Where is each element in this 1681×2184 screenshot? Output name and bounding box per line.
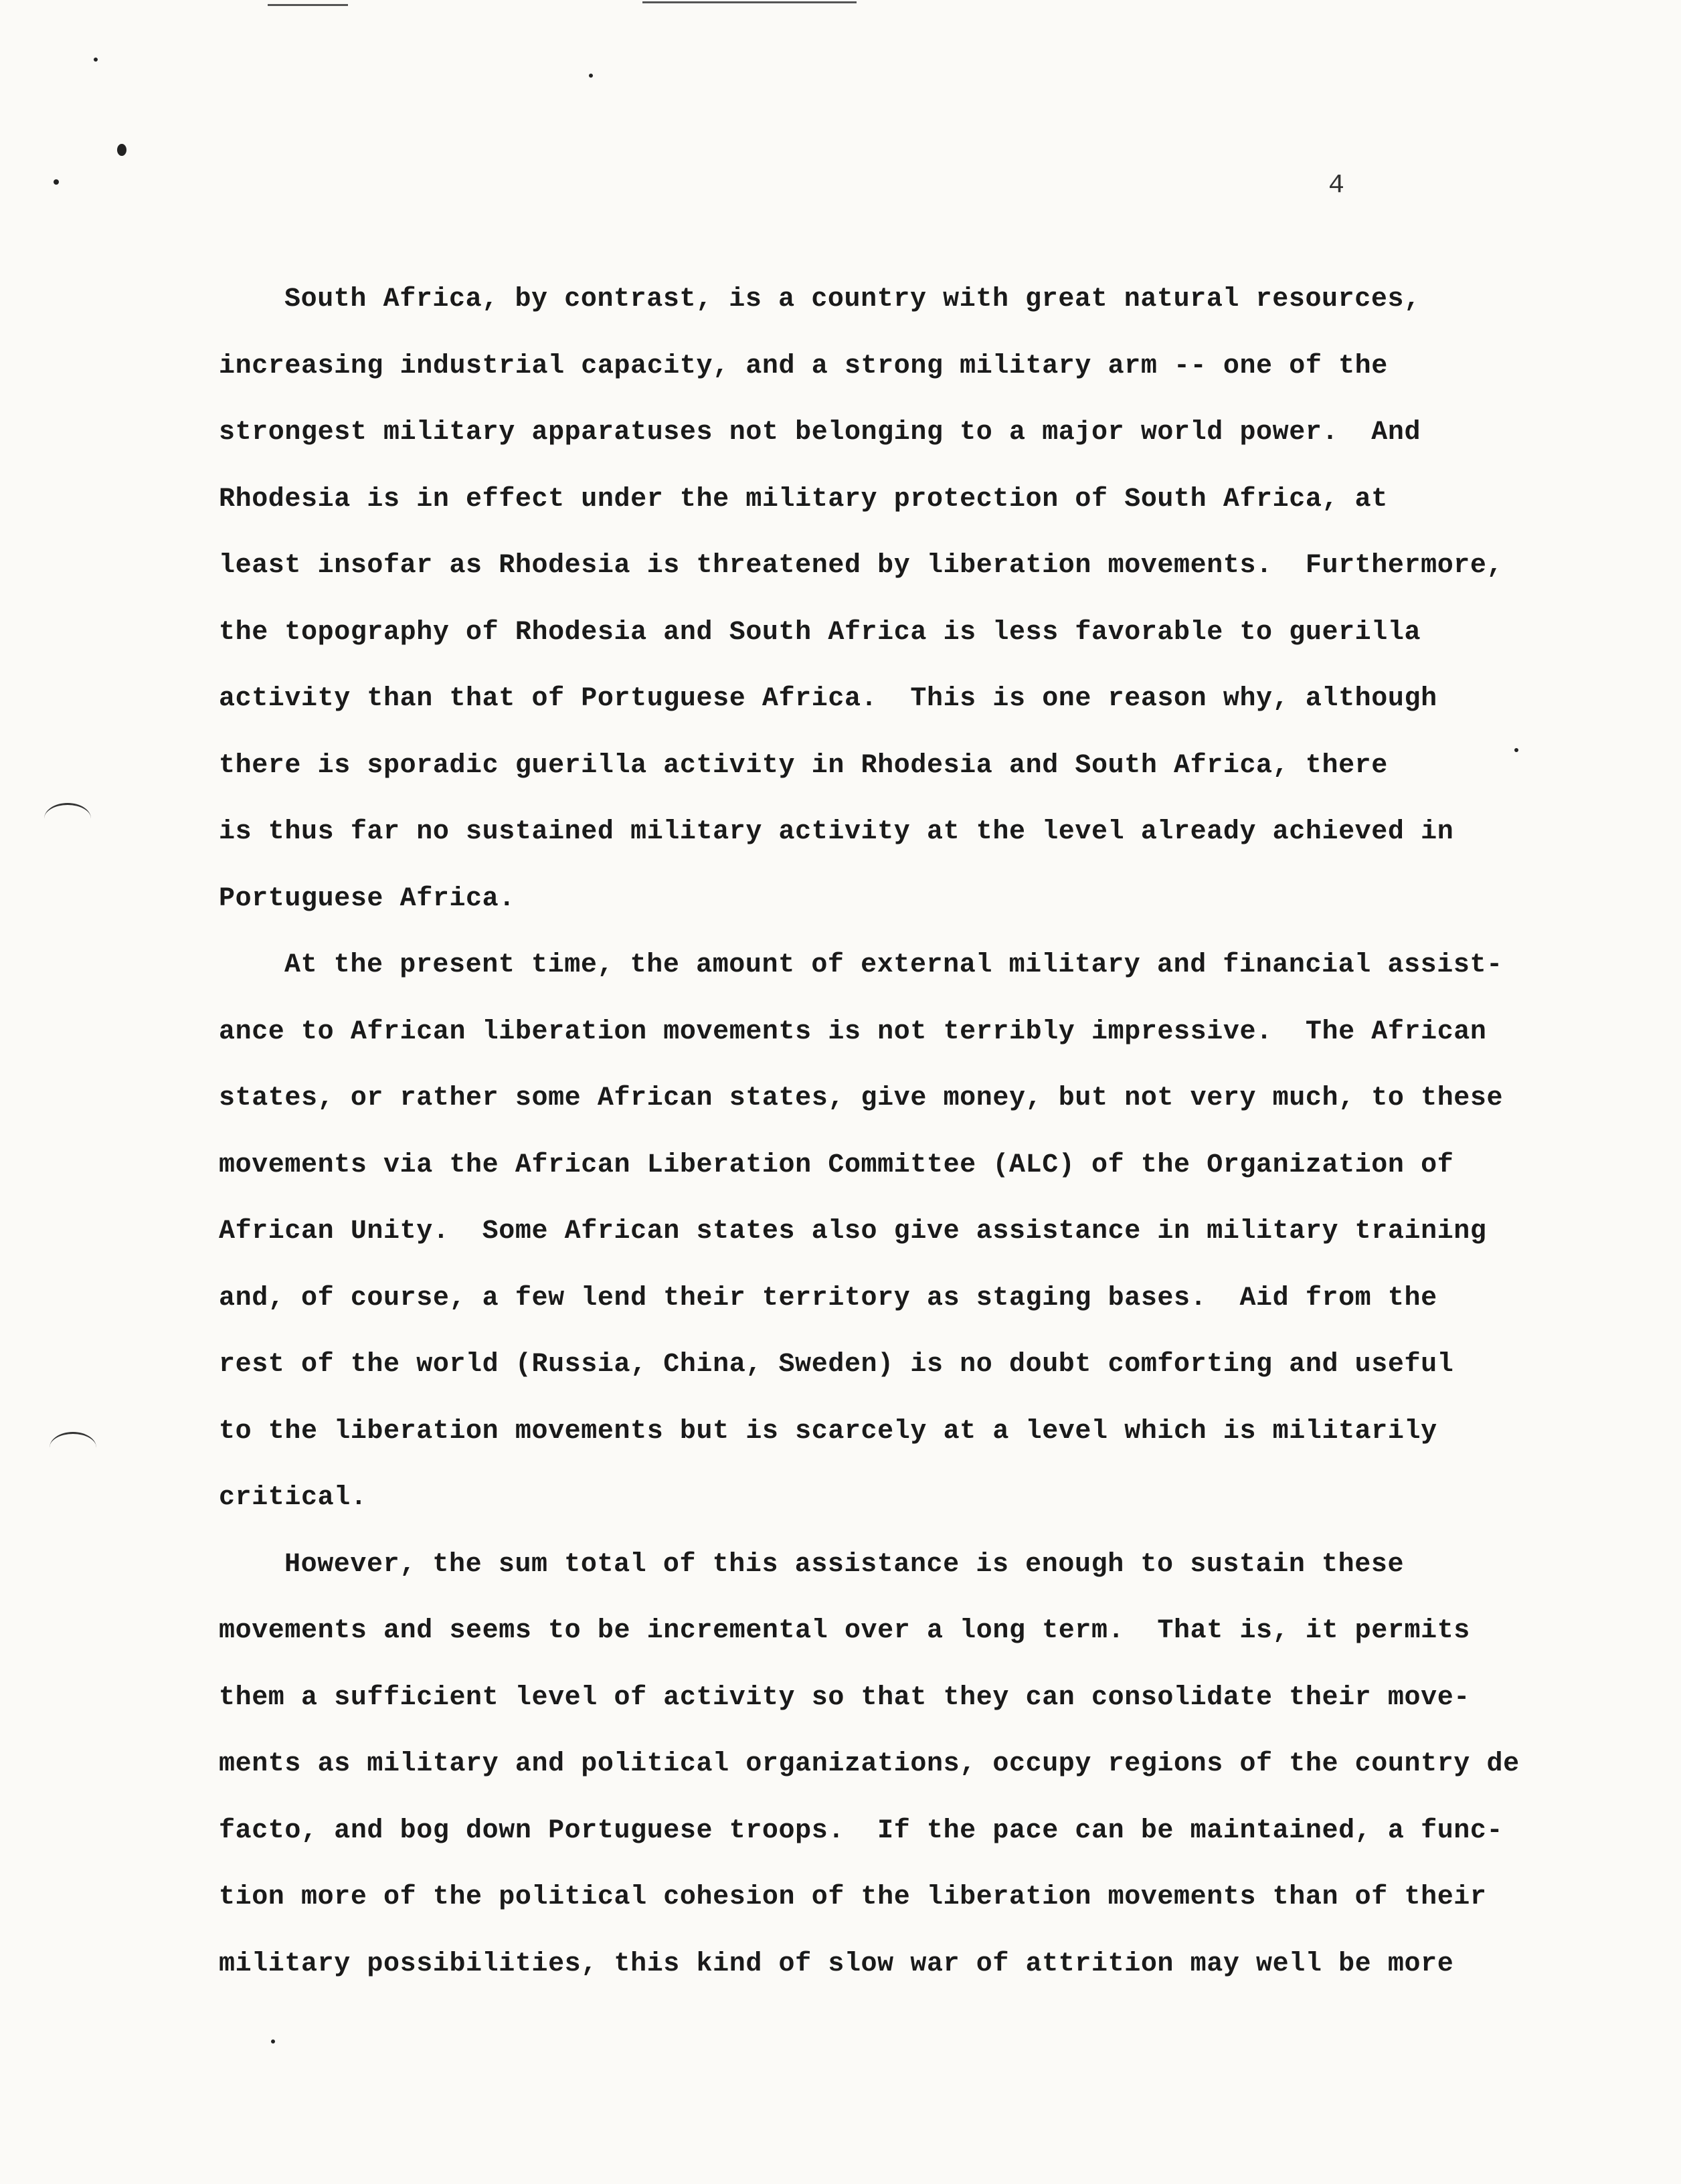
text-line: South Africa, by contrast, is a country with great natural resources, [284, 284, 1421, 314]
scan-speck [54, 179, 59, 185]
scan-smudge [268, 4, 348, 6]
text-line: rest of the world (Russia, China, Sweden) is no doubt comforting and useful [219, 1350, 1454, 1380]
scan-smudge [642, 1, 857, 3]
text-line: military possibilities, this kind of slow war of attrition may well be more [219, 1948, 1454, 1979]
body-text [219, 266, 1557, 1997]
text-line: them a sufficient level of activity so that they can consolidate their move- [219, 1682, 1470, 1713]
text-line: ance to African liberation movements is not terribly impressive. The African [219, 1016, 1487, 1047]
paragraph-2 [219, 932, 1557, 1532]
text-line: Rhodesia is in effect under the military protection of South Africa, at [219, 484, 1388, 515]
text-line: African Unity. Some African states also give assistance in military training [219, 1216, 1487, 1247]
scan-speck [117, 144, 126, 156]
text-line: increasing industrial capacity, and a strong military arm -- one of the [219, 351, 1388, 381]
text-line: However, the sum total of this assistance is enough to sustain these [284, 1549, 1405, 1580]
text-line: ments as military and political organizations, occupy regions of the country de [219, 1749, 1520, 1779]
text-line: states, or rather some African states, give money, but not very much, to these [219, 1083, 1504, 1113]
paragraph-1 [219, 266, 1557, 932]
text-line: and, of course, a few lend their territory as staging bases. Aid from the [219, 1283, 1437, 1313]
text-line: strongest military apparatuses not belonging to a major world power. And [219, 418, 1421, 448]
text-line: facto, and bog down Portuguese troops. If the pace can be maintained, a func- [219, 1815, 1504, 1846]
text-line: Portuguese Africa. [219, 883, 515, 914]
punch-hole-mark [44, 803, 91, 834]
paragraph-3 [219, 1532, 1557, 1998]
text-line: movements and seems to be incremental over a long term. That is, it permits [219, 1616, 1470, 1646]
text-line: is thus far no sustained military activity at the level already achieved in [219, 817, 1454, 847]
punch-hole-mark [50, 1432, 96, 1463]
text-line: least insofar as Rhodesia is threatened by liberation movements. Furthermore, [219, 551, 1504, 581]
scan-speck [271, 2039, 275, 2043]
scan-speck [589, 74, 593, 78]
scan-speck [94, 58, 98, 62]
text-line: there is sporadic guerilla activity in Rhodesia and South Africa, there [219, 750, 1388, 781]
text-line: to the liberation movements but is scarcely at a level which is militarily [219, 1416, 1437, 1447]
text-line: critical. [219, 1483, 367, 1513]
text-line: At the present time, the amount of external military and financial assist- [284, 950, 1503, 980]
text-line: movements via the African Liberation Committee (ALC) of the Organization of [219, 1150, 1454, 1180]
text-line: activity than that of Portuguese Africa. This is one reason why, although [219, 684, 1437, 714]
text-line: tion more of the political cohesion of the liberation movements than of their [219, 1882, 1487, 1912]
text-line: the topography of Rhodesia and South Africa is less favorable to guerilla [219, 617, 1421, 648]
page-number: 4 [1328, 171, 1345, 201]
